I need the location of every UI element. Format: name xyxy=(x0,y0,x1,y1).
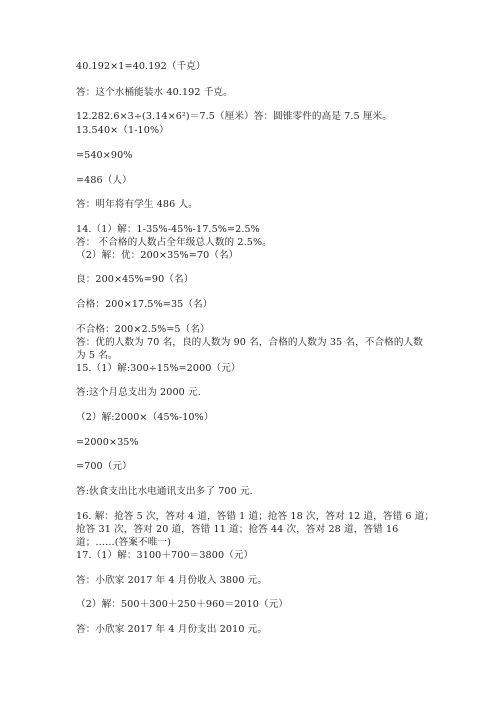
text-line: 16. 解：抢答 5 次，答对 4 道，答错 1 道；抢答 18 次，答对 12 道，答错 6 道； xyxy=(76,511,435,522)
text-line: 12.282.6×3÷(3.14×6²)＝7.5（厘米）答：圆锥零件的高是 7.5 厘米。 xyxy=(76,111,392,122)
text-line: =540×90% xyxy=(76,150,133,161)
text-line: 答： 不合格的人数占全年级总人数的 2.5%。 xyxy=(76,237,272,248)
text-line: 道；……(答案不唯一) xyxy=(76,537,171,548)
text-line: 14.（1）解：1-35%-45%-17.5%=2.5% xyxy=(76,224,260,235)
text-line: （2）解：500＋300＋250＋960＝2010（元） xyxy=(76,599,289,610)
text-line: =486（人） xyxy=(76,175,132,186)
text-line: 合格：200×17.5%=35（名） xyxy=(76,299,213,310)
text-line: 15.（1）解:300÷15%=2000（元） xyxy=(76,363,241,374)
text-line: （2）解:2000×（45%-10%） xyxy=(76,412,214,423)
text-line: 良：200×45%=90（名） xyxy=(76,274,194,285)
text-line: 13.540×（1-10%） xyxy=(76,125,169,136)
text-line: 答：这个水桶能装水 40.192 千克。 xyxy=(76,87,233,98)
text-line: 17.（1）解：3100＋700＝3800（元） xyxy=(76,550,254,561)
text-line: 答：优的人数为 70 名，良的人数为 90 名，合格的人数为 35 名，不合格的人数 xyxy=(76,337,423,348)
text-line: 不合格：200×2.5%=5（名） xyxy=(76,324,210,335)
text-line: =2000×35% xyxy=(76,437,139,448)
text-line: 答：明年将有学生 486 人。 xyxy=(76,199,198,210)
text-line: 答:这个月总支出为 2000 元. xyxy=(76,387,201,398)
text-line: 答：小欣家 2017 年 4 月份支出 2010 元。 xyxy=(76,624,268,635)
text-line: 抢答 31 次，答对 20 道，答错 11 道；抢答 44 次，答对 28 道，答错 16 xyxy=(76,524,399,535)
text-line: 为 5 名。 xyxy=(76,350,118,361)
text-line: 答:伙食支出比水电通讯支出多了 700 元. xyxy=(76,486,253,497)
text-line: =700（元） xyxy=(76,461,132,472)
text-line: 40.192×1=40.192（千克） xyxy=(76,61,206,72)
text-line: 答：小欣家 2017 年 4 月份收入 3800 元。 xyxy=(76,575,268,586)
text-line: （2）解：优：200×35%=70（名） xyxy=(76,250,239,261)
